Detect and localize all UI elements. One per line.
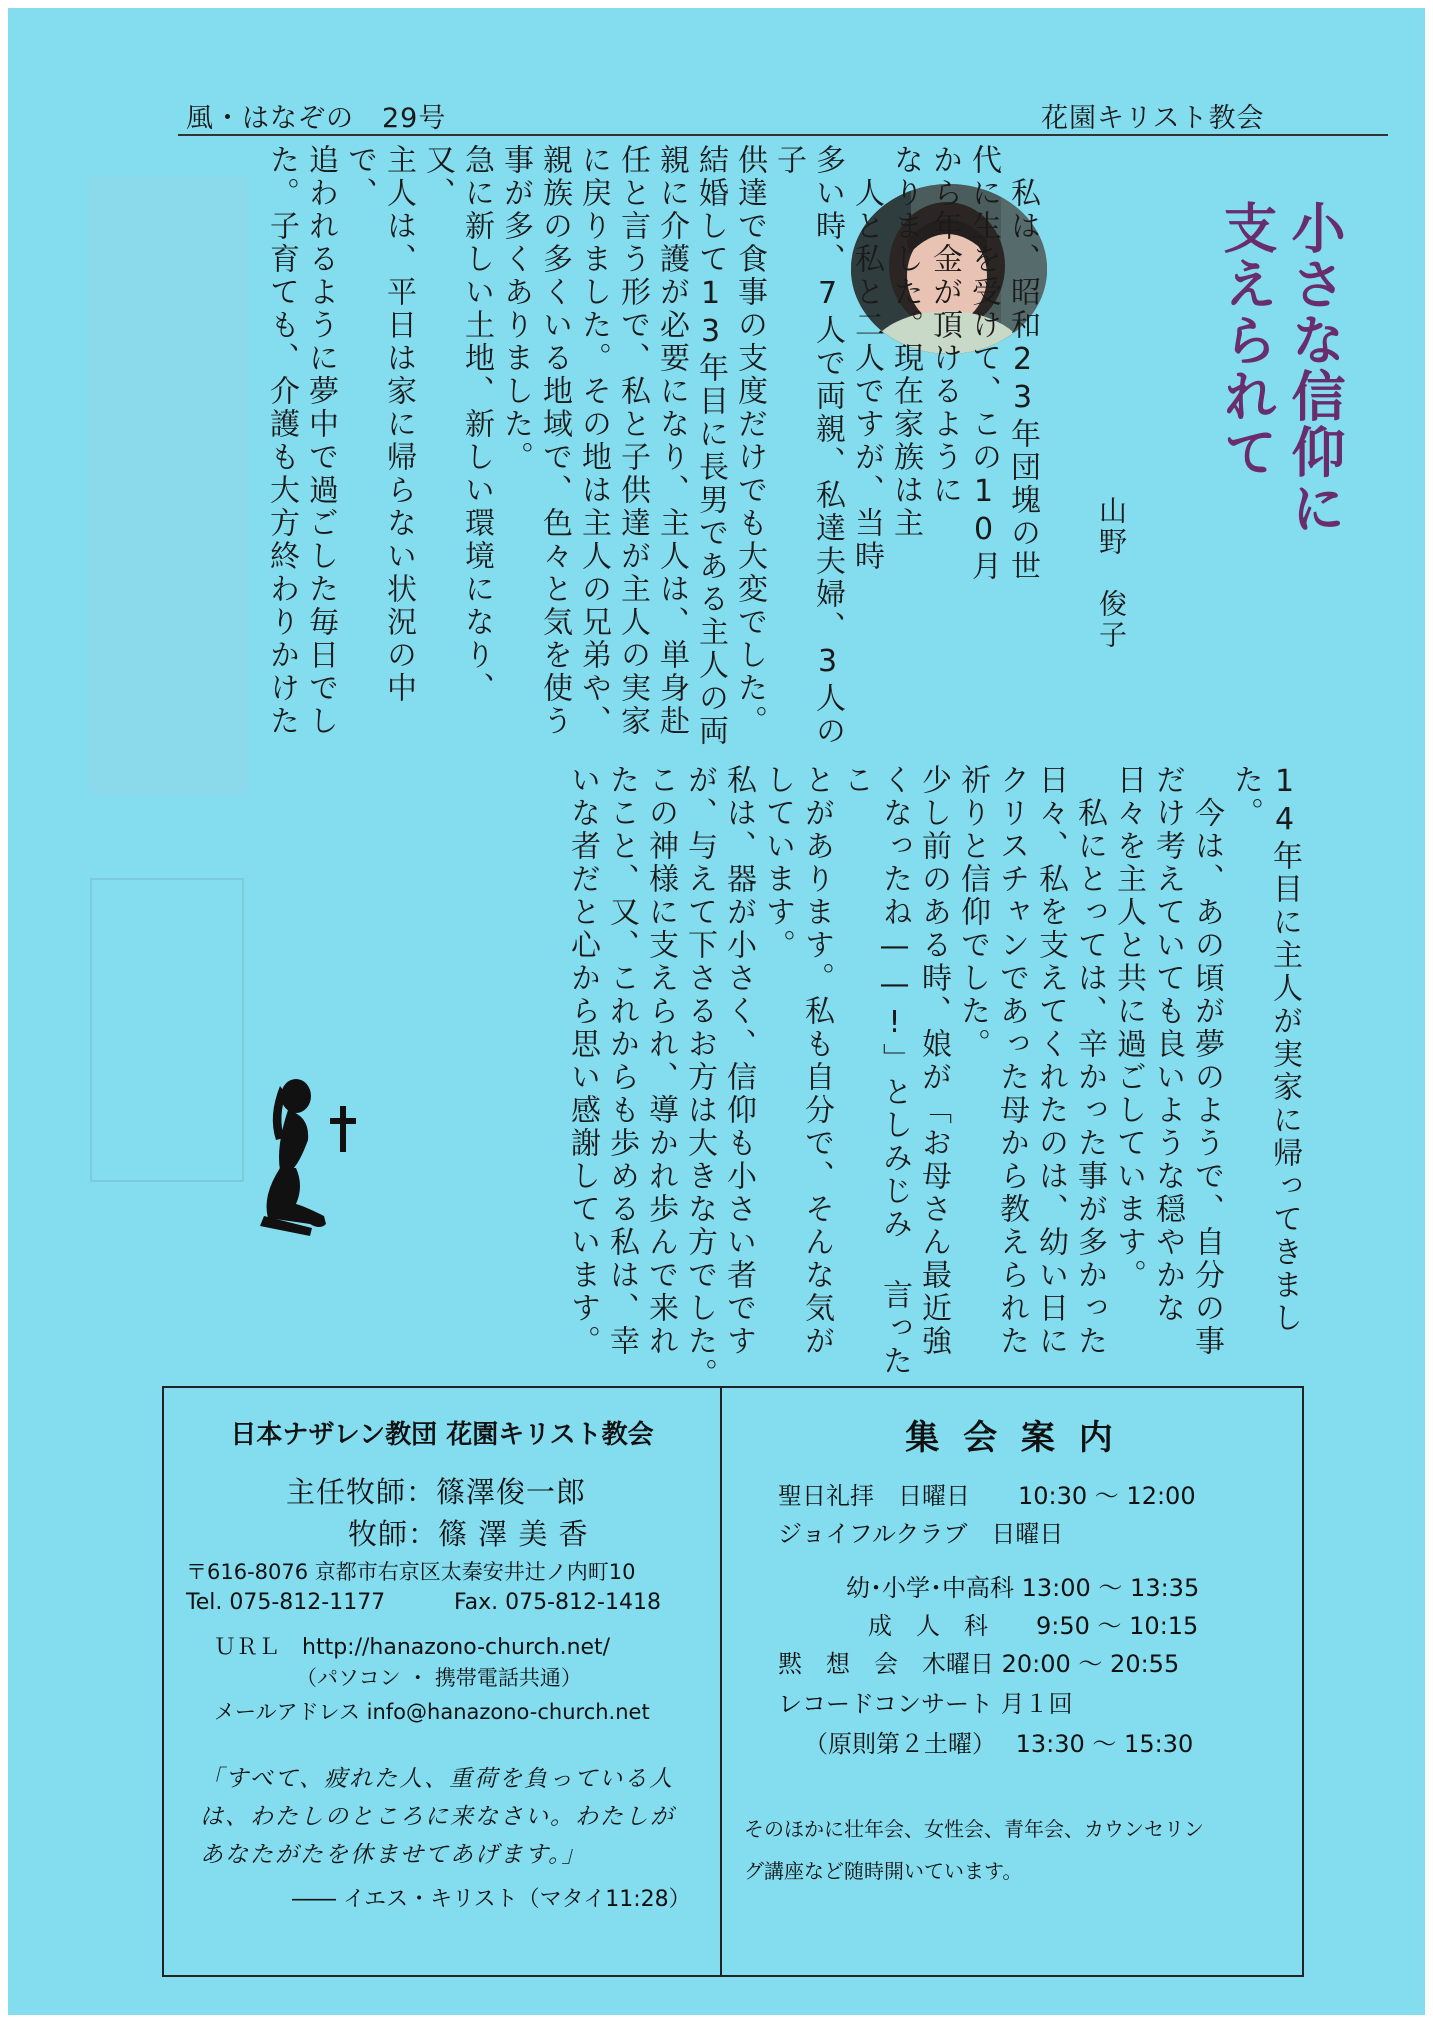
church-address: 〒616-8076 京都市右京区太秦安井辻ノ内町10 xyxy=(186,1560,636,1584)
head-pastor: 主任牧師：篠澤俊一郎 xyxy=(286,1475,587,1509)
meetings-title: 集 会 案 内 xyxy=(905,1418,1119,1458)
praying-woman-icon xyxy=(250,1076,330,1240)
cross-icon xyxy=(330,1106,356,1152)
church-tel: Tel. 075-812-1177 xyxy=(186,1590,386,1615)
church-url[interactable]: ＵＲＬ http://hanazono-church.net/ xyxy=(214,1635,611,1660)
meeting-row: 聖日礼拝 日曜日 10:30 ～ 12:00 xyxy=(778,1482,1196,1510)
church-full-name: 日本ナザレン教団 花園キリスト教会 xyxy=(230,1420,654,1450)
meeting-row: 成 人 科 9:50 ～ 10:15 xyxy=(868,1612,1199,1640)
author-name: 山野 俊子 xyxy=(1095,496,1128,651)
pastor: 牧師：篠 澤 美 香 xyxy=(348,1517,589,1551)
header-rule xyxy=(178,134,1388,136)
meetings-note: そのほかに壮年会、女性会、青年会、カウンセリン グ講座など随時開いています。 xyxy=(744,1817,1204,1883)
issue-label: 風・はなぞの 29号 xyxy=(186,103,447,134)
church-info-box xyxy=(162,1386,722,1977)
meeting-row: （原則第２土曜） 13:30 ～ 15:30 xyxy=(804,1730,1194,1758)
church-fax: Fax. 075-812-1418 xyxy=(454,1590,661,1615)
newsletter-page xyxy=(8,8,1425,2015)
church-email[interactable]: メールアドレス info@hanazono-church.net xyxy=(214,1700,650,1724)
meeting-row: ジョイフルクラブ 日曜日 xyxy=(778,1520,1064,1548)
article-body-upper: 私は、昭和23年団塊の世 代に生を受けて、この10月 から年金が頂けるように なりました。現在家族は主 人と私と二人ですが、当時 多い時、7人で両親、私達夫婦、3人の子 供達で食事の支度だけでも大変でした。 結婚して13年目に長男である主人の両 親に介護が必要になり、主人は、単身赴 任と言う形で、私と子供達が主人の実家 に戻りました。その地は主人の兄弟や、 親族の多くいる地域で、色々と気を使う 事が多くありました。 急に新しい土地、新しい環境になり、又、 主人は、平日は家に帰らない状況の中で、 追われるように夢中で過ごした毎日でし た。子育ても、介護も大方終わりかけた xyxy=(264,144,1040,748)
meeting-row: 黙 想 会 木曜日 20:00 ～ 20:55 xyxy=(778,1650,1180,1678)
meeting-row: 幼･小学･中高科 13:00 ～ 13:35 xyxy=(846,1574,1200,1602)
bible-verse: 「すべて、疲れた人、重荷を負っている人 は、わたしのところに来なさい。わたしが あなたがたを休ませてあげます。」 xyxy=(200,1766,675,1868)
article-title: 小さな信仰に 支えられて xyxy=(1215,200,1346,536)
church-header-name: 花園キリスト教会 xyxy=(1041,103,1265,134)
meeting-row: レコードコンサート 月１回 xyxy=(778,1690,1073,1718)
article-body-lower: 14年目に主人が実家に帰ってきました。 今は、あの頃が夢のようで、自分の事 だけ考えていても良いような穏やかな 日々を主人と共に過ごしています。 私にとっては、辛かった事が多かった 日々、私を支えてくれたのは、幼い日に クリスチャンであった母から教えられた 祈りと信仰でした。 少し前のある時、娘が「お母さん最近強 くなったね——!」としみじみ 言ったこ とがあります。私も自分で、そんな気が しています。 私は、器が小さく、信仰も小さい者です が、与えて下さるお方は大きな方でした。 この神様に支えられ、導かれ歩んで来れ たこと、又、これからも歩める私は、幸 いな者だと心から思い感謝しています。 xyxy=(565,764,1302,1391)
url-note: （パソコン ・ 携帯電話共通） xyxy=(296,1666,582,1690)
background-faded-box xyxy=(90,878,244,1182)
verse-reference: ―― イエス・キリスト（マタイ11:28） xyxy=(292,1887,691,1912)
meetings-box xyxy=(720,1386,1304,1977)
